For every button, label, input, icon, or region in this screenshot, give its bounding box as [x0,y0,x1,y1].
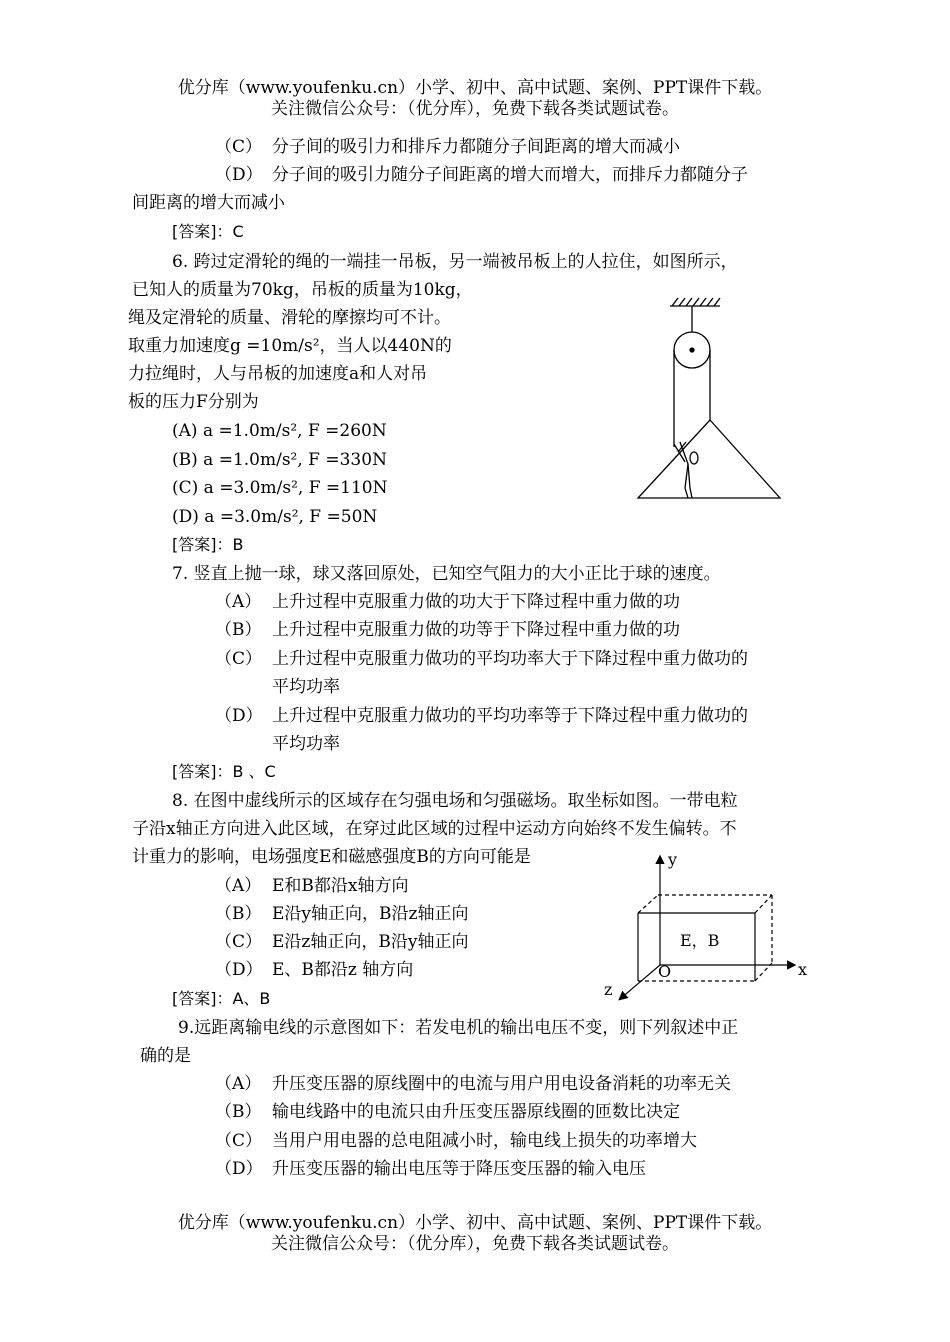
q8-option-b-label: （B） [215,904,262,924]
q5-option-d-text-2: 间距离的增大而减小 [132,193,285,213]
q9-option-b-text: 输电线路中的电流只由升压变压器原线圈的匝数比决定 [272,1102,680,1122]
q6-stem-line-3: 绳及定滑轮的质量、滑轮的摩擦均可不计。 [128,308,451,328]
pulley-diagram [630,292,790,512]
q5-option-d-text-1: 分子间的吸引力随分子间距离的增大而增大，而排斥力都随分子 [272,165,748,185]
field-label: E，B [680,931,720,950]
page-header-line-1: 优分库（www.youfenku.cn）小学、初中、高中试题、案例、PPT课件下载。 [177,78,773,98]
q6-option-b: (B) a =1.0m/s², F =330N [172,450,387,470]
z-axis-label: z [604,980,613,999]
q6-option-d: (D) a =3.0m/s², F =50N [172,507,378,527]
origin-label: O [658,962,672,981]
q6-option-c: (C) a =3.0m/s², F =110N [172,478,388,498]
q9-option-c-text: 当用户用电器的总电阻减小时，输电线上损失的功率增大 [272,1131,697,1151]
q8-option-d-text: E、B都沿z 轴方向 [272,960,414,980]
q7-option-d-label: （D） [215,706,263,726]
q8-option-a-text: E和B都沿x轴方向 [272,876,409,896]
q9-option-a-text: 升压变压器的原线圈中的电流与用户用电设备消耗的功率无关 [272,1074,731,1094]
q6-stem-line-4: 取重力加速度g =10m/s²，当人以440N的 [128,336,452,356]
field-region-diagram [600,845,820,1005]
q7-answer: [答案]：B 、C [172,762,276,781]
q8-option-d-label: （D） [215,960,263,980]
q9-option-b-label: （B） [215,1102,262,1122]
q6-stem-line-5: 力拉绳时，人与吊板的加速度a和人对吊 [128,364,428,384]
page-footer-line-1: 优分库（www.youfenku.cn）小学、初中、高中试题、案例、PPT课件下载。 [177,1213,773,1233]
q5-option-c-text: 分子间的吸引力和排斥力都随分子间距离的增大而减小 [272,137,680,157]
q9-option-d-label: （D） [215,1159,263,1179]
q5-answer: [答案]：C [172,222,244,241]
q6-stem-line-1: 6. 跨过定滑轮的绳的一端挂一吊板，另一端被吊板上的人拉住，如图所示， [172,252,738,272]
q8-option-c-label: （C） [215,932,263,952]
q9-option-d-text: 升压变压器的输出电压等于降压变压器的输入电压 [272,1159,646,1179]
q8-stem-line-1: 8. 在图中虚线所示的区域存在匀强电场和匀强磁场。取坐标如图。一带电粒 [172,791,738,811]
q6-stem-line-2: 已知人的质量为70kg，吊板的质量为10kg， [132,280,473,300]
q7-option-d-text-1: 上升过程中克服重力做功的平均功率等于下降过程中重力做功的 [272,706,748,726]
q9-option-a-label: （A） [215,1074,262,1094]
q7-option-c-label: （C） [215,649,263,669]
q5-option-c-label: （C） [215,137,263,157]
page-footer-line-2: 关注微信公众号：（优分库），免费下载各类试题试卷。 [271,1234,679,1254]
q7-option-a-text: 上升过程中克服重力做的功大于下降过程中重力做的功 [272,592,680,612]
q7-option-a-label: （A） [215,592,262,612]
q8-option-b-text: E沿y轴正向，B沿z轴正向 [272,904,469,924]
q8-stem-line-2: 子沿x轴正方向进入此区域，在穿过此区域的过程中运动方向始终不发生偏转。不 [132,819,737,839]
q7-option-c-text-1: 上升过程中克服重力做功的平均功率大于下降过程中重力做功的 [272,649,748,669]
q8-stem-line-3: 计重力的影响，电场强度E和磁感强度B的方向可能是 [132,847,531,867]
q8-answer: [答案]：A、B [172,989,271,1008]
x-axis-label: x [798,960,808,979]
y-axis-label: y [668,850,678,869]
q7-option-b-text: 上升过程中克服重力做的功等于下降过程中重力做的功 [272,620,680,640]
q7-option-d-text-2: 平均功率 [272,734,340,754]
page-header-line-2: 关注微信公众号：（优分库），免费下载各类试题试卷。 [271,99,679,119]
q6-stem-line-6: 板的压力F分别为 [128,392,259,412]
q8-option-c-text: E沿z轴正向，B沿y轴正向 [272,932,469,952]
q9-stem-line-2: 确的是 [140,1046,191,1066]
q6-answer: [答案]：B [172,535,244,554]
q7-stem: 7. 竖直上抛一球，球又落回原处，已知空气阻力的大小正比于球的速度。 [172,564,721,584]
q8-option-a-label: （A） [215,876,262,896]
q9-option-c-label: （C） [215,1131,263,1151]
q7-option-b-label: （B） [215,620,262,640]
q7-option-c-text-2: 平均功率 [272,677,340,697]
q6-option-a: (A) a =1.0m/s², F =260N [172,421,387,441]
q9-stem-line-1: 9.远距离输电线的示意图如下：若发电机的输出电压不变，则下列叙述中正 [178,1018,739,1038]
q5-option-d-label: （D） [215,165,263,185]
